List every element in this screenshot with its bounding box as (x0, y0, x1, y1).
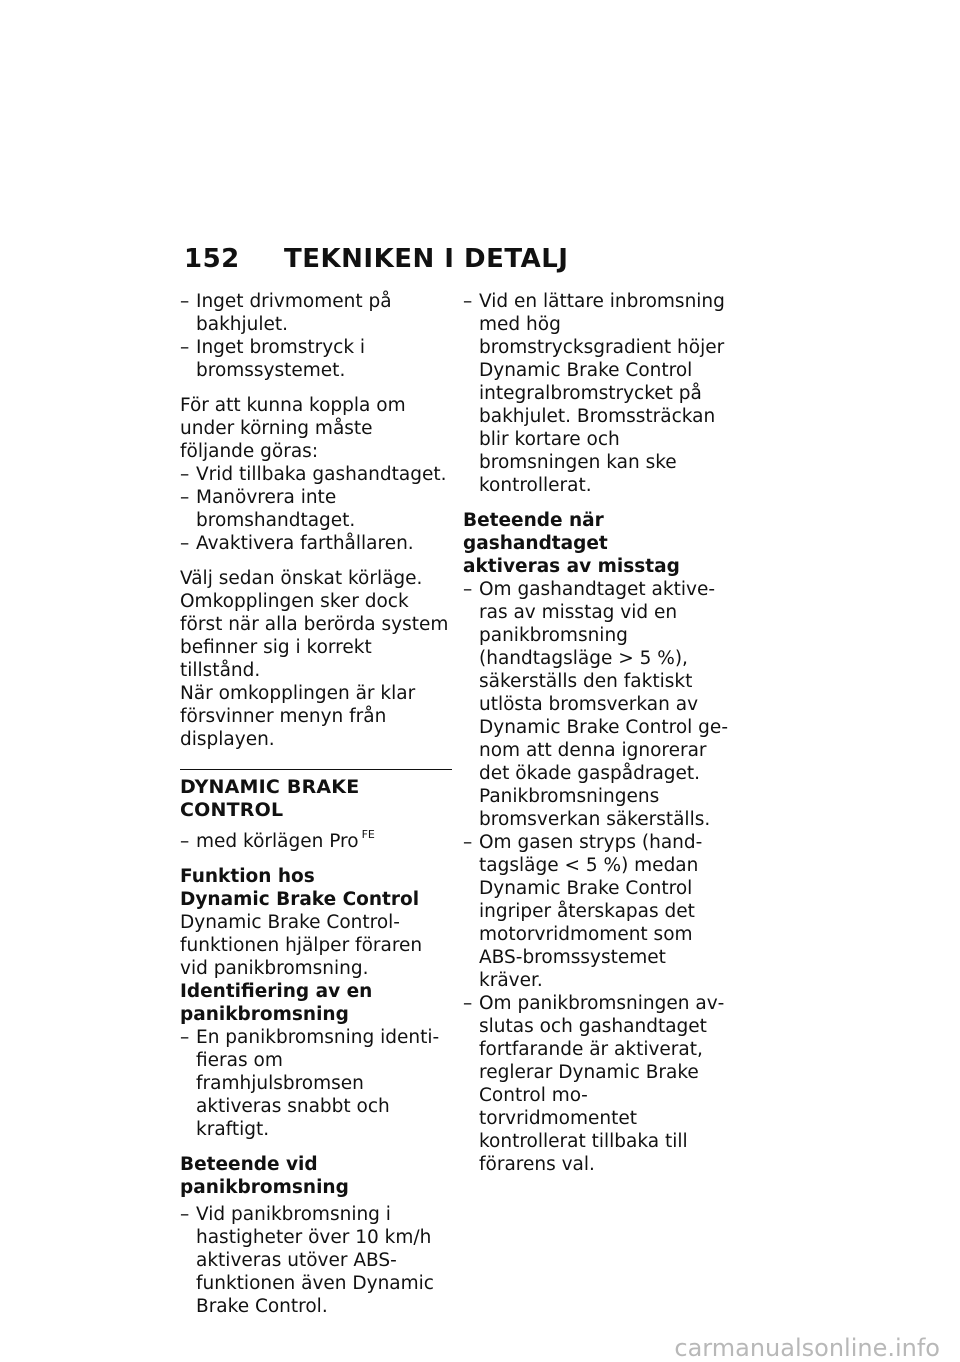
throttle-list (463, 578, 735, 1176)
subheading: Beteende vid panikbromsning (180, 1154, 349, 1198)
paragraph: Välj sedan önskat körläge. Omkopplingen sker dock först när alla berörda system befinner sig i korrekt tillstånd. (180, 568, 449, 681)
list-item (180, 827, 452, 853)
subheading: Identifiering av en (180, 981, 373, 1002)
subheading: Beteende när gashandtaget (463, 510, 608, 554)
list-item: – Manövrera inte bromshandtaget. (180, 486, 452, 532)
behaviour-list (180, 1203, 452, 1318)
chapter-title: TEKNIKEN I DETALJ (284, 244, 569, 274)
condition-list (180, 290, 452, 382)
list-item: – Vrid tillbaka gashandtaget. (180, 463, 452, 486)
paragraph: För att kunna koppla om under körning måste följande göras: (180, 395, 406, 462)
section-title: DYNAMIC BRAKE CONTROL (180, 769, 452, 822)
list-item: – En panikbromsning identifieras om framhjulsbromsen aktiveras snabbt och kraftigt. (180, 1026, 452, 1141)
steps-list (180, 463, 452, 555)
list-item: – Inget drivmoment på bakhjulet. (180, 290, 452, 336)
list-item: – Vid en lättare inbromsning med hög bromstrycksgradient höjer Dynamic Brake Control integralbromstrycket på bakhjulet. Bromssträckan blir kortare och bromsningen kan ske kontrollerat. (463, 290, 735, 497)
list-item: – Inget bromstryck i bromssystemet. (180, 336, 452, 382)
paragraph: När omkopplingen är klar försvinner menyn från displayen. (180, 683, 416, 750)
list-item: – Om gashandtaget aktiveras av misstag vid en panikbromsning (handtagsläge > 5 %), säkerställs den faktiskt utlösta bromsverkan av Dynamic Brake Control genom att denna ignorerar det ökade gaspådraget. Panikbromsningens bromsverkan säkerställs. (463, 578, 735, 831)
subheading: panikbromsning (180, 1004, 349, 1025)
braking-list (463, 290, 735, 497)
page-number: 152 (184, 244, 240, 274)
right-column (463, 290, 735, 1188)
subheading: Funktion hos (180, 866, 315, 887)
list-item: – Avaktivera farthållaren. (180, 532, 452, 555)
list-item: – Om panikbromsningen avslutas och gashandtaget fortfarande är aktiverat, reglerar Dynamic Brake Control motorvridmomentet kontrollerat tillbaka till förarens val. (463, 992, 735, 1176)
subheading: aktiveras av misstag (463, 556, 680, 577)
mode-list (180, 827, 452, 853)
mode-superscript: FE (361, 827, 375, 841)
list-item: – Om gasen stryps (handtagsläge < 5 %) medan Dynamic Brake Control ingriper återskapas det motorvridmoment som ABS-bromssystemet kräver. (463, 831, 735, 992)
page-header (184, 244, 568, 274)
left-column (180, 290, 452, 1330)
list-item: – Vid panikbromsning i hastigheter över 10 km/h aktiveras utöver ABS-funktionen även Dynamic Brake Control. (180, 1203, 452, 1318)
watermark: carmanualsonline.info (674, 1334, 940, 1362)
mode-text: med körlägen Pro (196, 831, 359, 852)
ident-list (180, 1026, 452, 1141)
subheading: Dynamic Brake Control (180, 889, 420, 910)
paragraph: Dynamic Brake Control-funktionen hjälper föraren vid panikbromsning. (180, 912, 423, 979)
